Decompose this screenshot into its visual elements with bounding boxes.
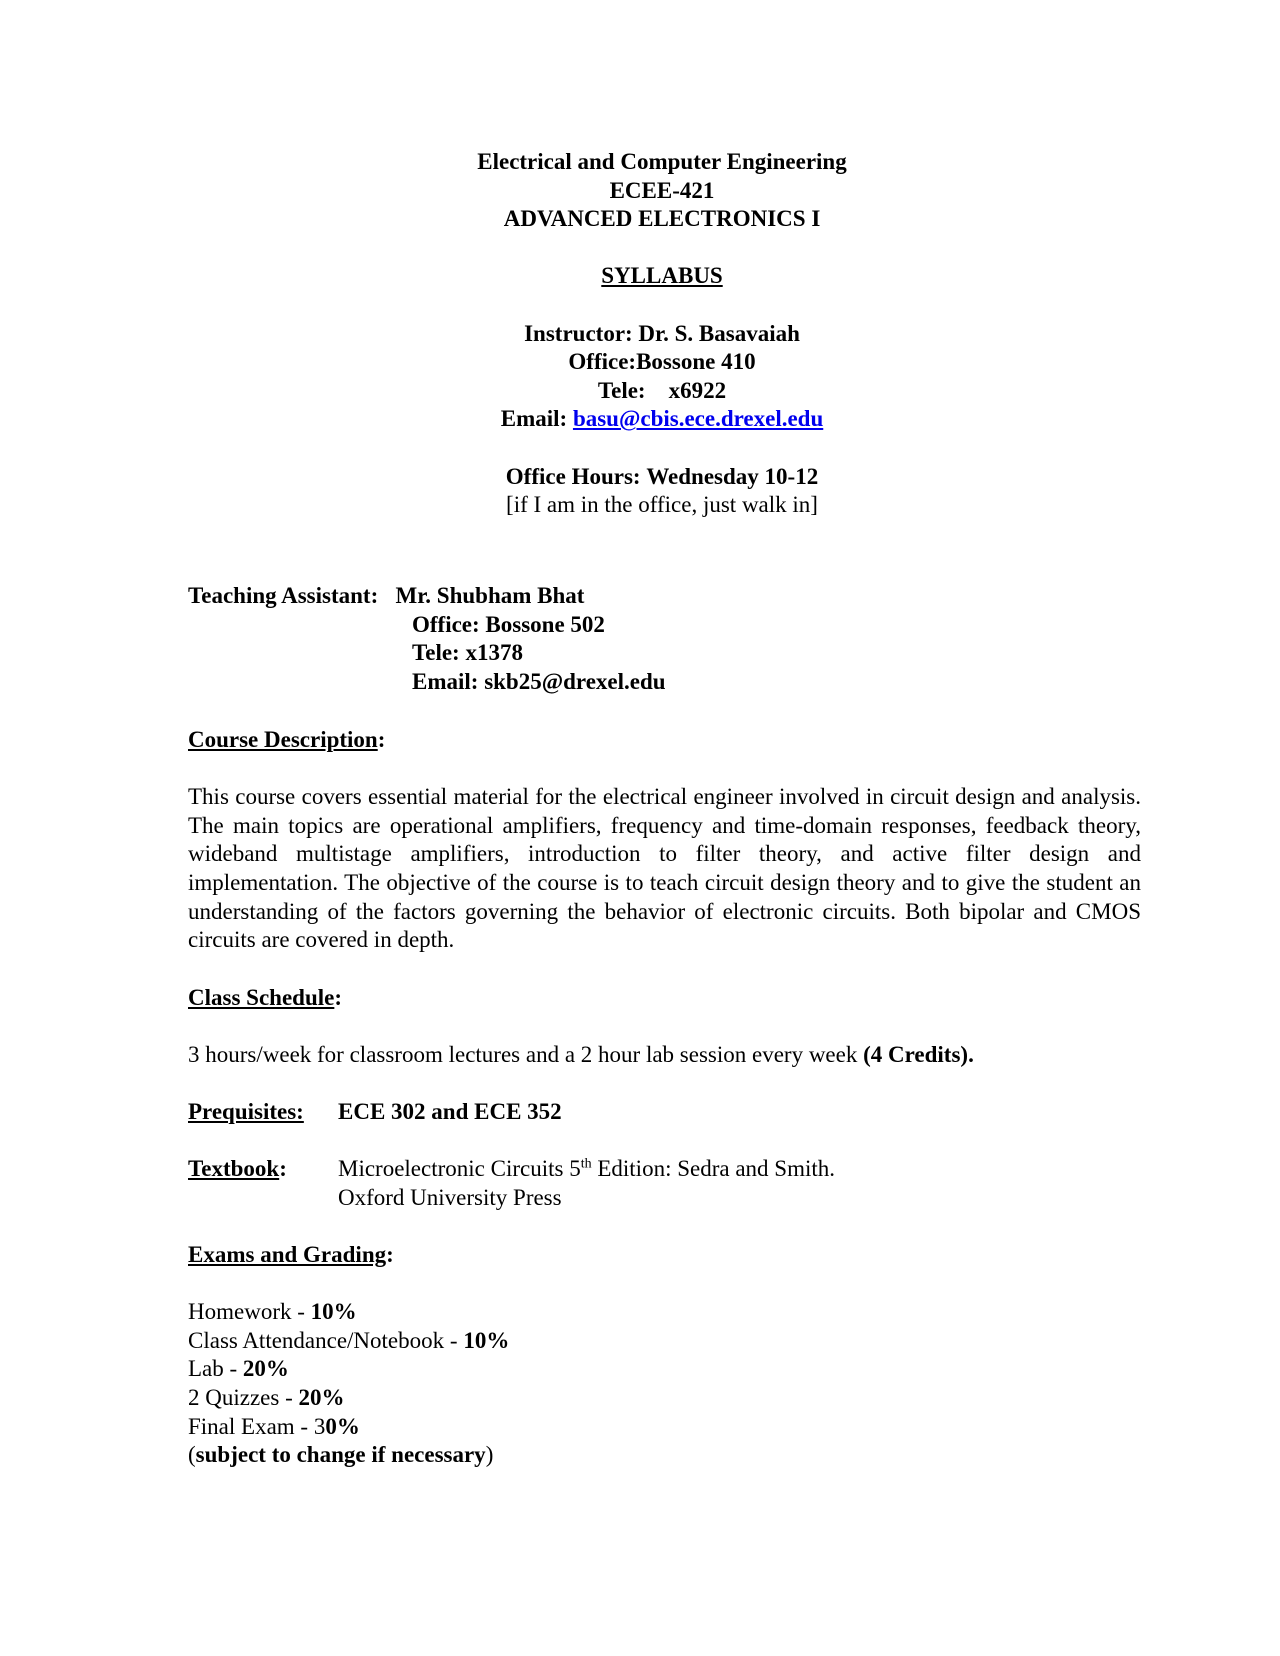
course-description-section: Course Description: This course covers essential material for the electrical engineer involved in circuit design and analysis. The main topics are operational amplifiers, frequency and time-domain responses, feedback theory, wideband multistage amplifiers, introduction to filter theory, and active filter design and implementation. The objective of the course is to teach circuit design theory and to give the student an understanding of the factors governing the behavior of electronic circuits. Both bipolar and CMOS circuits are covered in depth. bbox=[188, 726, 1141, 955]
ta-label: Teaching Assistant: bbox=[188, 583, 379, 608]
prerequisites-value: ECE 302 and ECE 352 bbox=[338, 1099, 562, 1124]
textbook-title: Microelectronic Circuits 5th Edition: Sedra and Smith. bbox=[338, 1156, 835, 1181]
textbook-section: Textbook: Microelectronic Circuits 5th Edition: Sedra and Smith. Oxford University Press bbox=[188, 1155, 1141, 1212]
grading-item: Homework - 10% bbox=[188, 1299, 357, 1325]
textbook-heading: Textbook bbox=[188, 1156, 280, 1181]
grading-note: (subject to change if necessary) bbox=[188, 1442, 494, 1468]
grading-item: Final Exam - 30% bbox=[188, 1413, 360, 1439]
instructor-tele: Tele: x6922 bbox=[597, 377, 727, 403]
course-title: ADVANCED ELECTRONICS I bbox=[503, 206, 821, 232]
ta-tele: Tele: x1378 bbox=[412, 640, 523, 666]
office-hours-note: [if I am in the office, just walk in] bbox=[506, 492, 818, 518]
grading-item: Class Attendance/Notebook - 10% bbox=[188, 1327, 510, 1353]
grading-item: 2 Quizzes - 20% bbox=[188, 1384, 345, 1410]
class-schedule-heading: Class Schedule bbox=[188, 985, 335, 1010]
instructor-email-link[interactable]: basu@cbis.ece.drexel.edu bbox=[572, 406, 824, 432]
prerequisites-heading: Prequisites: bbox=[188, 1099, 304, 1124]
course-code: ECEE-421 bbox=[609, 177, 715, 203]
grading-heading: Exams and Grading bbox=[188, 1242, 387, 1267]
teaching-assistant-block bbox=[188, 582, 1141, 696]
syllabus-header bbox=[0, 148, 1280, 520]
instructor-email: Email: basu@cbis.ece.drexel.edu bbox=[500, 406, 824, 432]
ta-name: Mr. Shubham Bhat bbox=[395, 583, 585, 608]
class-schedule-text: 3 hours/week for classroom lectures and a 2 hour lab session every week (4 Credits). bbox=[188, 1042, 974, 1068]
office-hours: Office Hours: Wednesday 10-12 bbox=[505, 463, 819, 489]
grading-item: Lab - 20% bbox=[188, 1356, 289, 1382]
credits: (4 Credits). bbox=[863, 1042, 974, 1068]
class-schedule-section: Class Schedule: 3 hours/week for classroom lectures and a 2 hour lab session every week (4 Credits). bbox=[188, 984, 1141, 1070]
ta-office: Office: Bossone 502 bbox=[412, 611, 605, 637]
course-description-heading: Course Description bbox=[188, 727, 378, 752]
department-name: Electrical and Computer Engineering bbox=[477, 149, 847, 174]
ta-email: Email: skb25@drexel.edu bbox=[412, 668, 666, 694]
instructor-office: Office:Bossone 410 bbox=[568, 349, 756, 375]
syllabus-title: SYLLABUS bbox=[601, 263, 723, 289]
grading-section: Exams and Grading: Homework - 10% Class Attendance/Notebook - 10% Lab - 20% 2 Quizzes - 20% Final Exam - 30% (subject to change if necessary) bbox=[188, 1241, 1141, 1470]
prerequisites-section bbox=[188, 1098, 1141, 1127]
course-description-text: This course covers essential material for the electrical engineer involved in circuit design and analysis. The main topics are operational amplifiers, frequency and time-domain responses, feedback theory, wideband multistage amplifiers, introduction to filter theory, and active filter design and implementation. The objective of the course is to teach circuit design theory and to give the student an understanding of the factors governing the behavior of electronic circuits. Both bipolar and CMOS circuits are covered in depth. bbox=[188, 784, 1141, 953]
textbook-publisher: Oxford University Press bbox=[338, 1184, 562, 1210]
instructor-name: Instructor: Dr. S. Basavaiah bbox=[524, 320, 800, 346]
